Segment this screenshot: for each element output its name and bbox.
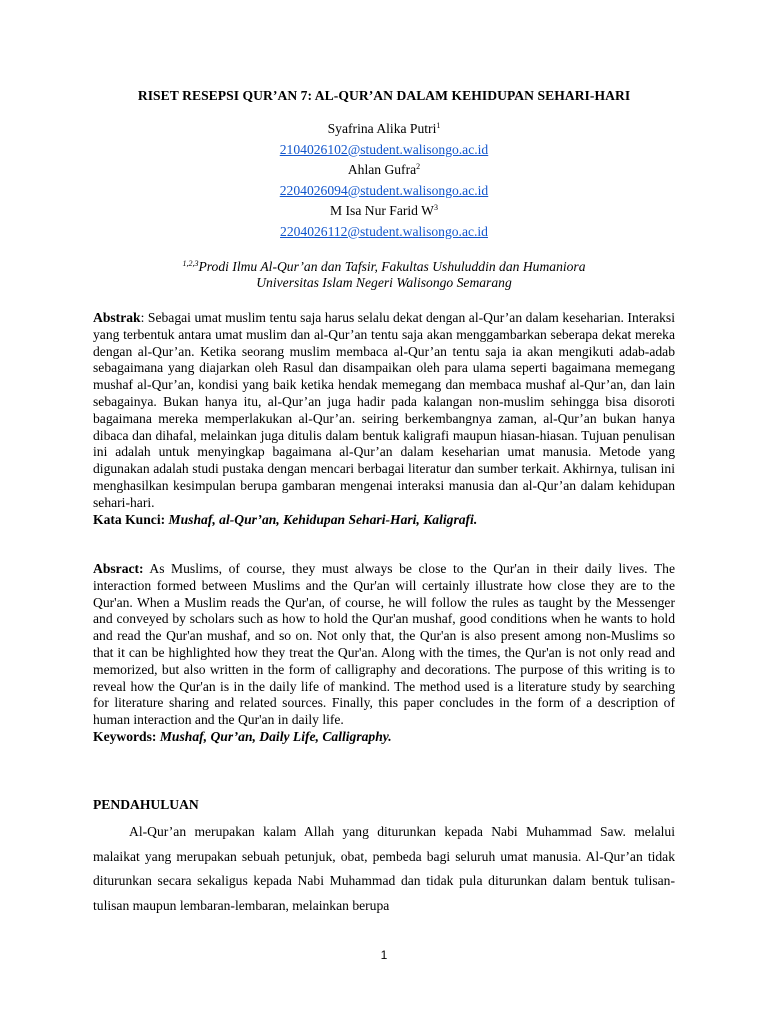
keywords-text: Mushaf, al-Qur’an, Kehidupan Sehari-Hari, Kaligrafi. [168,511,478,527]
author-email-link[interactable]: 2204026112@student.walisongo.ac.id [280,223,488,239]
abstract-indonesian [93,310,675,528]
keywords-label: Kata Kunci: [93,511,169,527]
author-sup: 1 [436,121,441,130]
abstract-text: : Sebagai umat muslim tentu saja harus selalu dekat dengan al-Qur’an dalam keseharian. Interaksi yang terbentuk antara umat muslim dan al-Qur’an tentu saja akan menggambarkan seberapa dekat mereka dengan al-Qur’an. Ketika seorang muslim membaca al-Qur’an tentu saja ia akan mengikuti adab-adab sebagaimana yang diajarkan oleh Rasul dan disampaikan oleh para ulama seperti bagaimana memegang mushaf al-Qur’an, kondisi yang baik ketika hendak memegang dan membaca mushaf al-Qur’an, dan lain sebagainya. Bukan hanya itu, al-Qur’an juga hadir pada kalangan non-muslim sehingga bisa disoroti bagaimana mereka memperlakukan al-Qur’an. seiring berkembangnya zaman, al-Qur’an bukan hanya dibaca dan dihafal, melainkan juga ditulis dalam bentuk kaligrafi maupun hiasan-hiasan. Tujuan penulisan ini adalah untuk menyingkap bagaimana al-Qur’an dalam keseharian umat manusia. Metode yang digunakan adalah studi pustaka dengan mencari berbagai literatur dan sumber terkait. Akhirnya, tulisan ini menghasilkan kesimpulan berupa gambaran mengenai interaksi manusia dan al-Qur’an dalam kehidupan sehari-hari. [93,310,675,510]
abstract-label: Abstrak [93,310,141,325]
author-email-link[interactable]: 2104026102@student.walisongo.ac.id [279,141,489,157]
affiliation-sup: 1,2,3 [182,259,199,268]
author-name: Ahlan Gufra [347,162,417,177]
author-block [93,119,675,242]
abstract-english [93,561,675,746]
affiliation-text: Prodi Ilmu Al-Qur’an dan Tafsir, Fakultas Ushuluddin dan Humaniora [198,259,586,274]
keywords-english [93,729,675,746]
abstract-text: As Muslims, of course, they must always be close to the Qur'an in their daily lives. The interaction formed between Muslims and the Qur'an will certainly illustrate how close they are to the Qur'an. When a Muslim reads the Qur'an, of course, he will follow the rules as taught by the Messenger and conveyed by scholars such as how to hold the Qur'an mushaf, good conditions when he wants to hold and read the Qur'an mushaf, and so on. Not only that, the Qur'an is also present among non-Muslims so that it can be highlighted how they treat the Qur'an. Along with the times, the Qur'an is not only read and memorized, but also written in the form of calligraphy and decorations. The purpose of this writing is to reveal how the Qur'an is in the daily life of mankind. The method used is a literature study by searching for literature sharing and related sources. Finally, this paper concludes in the form of a description of human interaction and the Qur'an in daily life. [93,561,675,728]
author-sup: 3 [433,203,438,212]
author-1 [93,119,675,140]
affiliation-line-2: Universitas Islam Negeri Walisongo Semarang [256,275,512,290]
author-name: Syafrina Alika Putri [327,121,437,136]
author-3 [93,201,675,222]
paper-title: RISET RESEPSI QUR’AN 7: AL-QUR’AN DALAM KEHIDUPAN SEHARI-HARI [137,88,631,103]
affiliation [93,259,675,291]
keywords-text: Mushaf, Qur’an, Daily Life, Calligraphy. [159,728,392,744]
page-number: 1 [380,948,388,962]
affiliation-line-1 [93,259,675,275]
author-email-link[interactable]: 2204026094@student.walisongo.ac.id [279,182,489,198]
author-name: M Isa Nur Farid W [330,203,434,218]
keywords-label: Keywords: [93,728,160,744]
abstract-label: Absract: [93,561,144,576]
section-heading: PENDAHULUAN [93,797,199,812]
author-sup: 2 [416,162,421,171]
author-2 [93,160,675,181]
intro-paragraph: Al-Qur’an merupakan kalam Allah yang diturunkan kepada Nabi Muhammad Saw. melalui malaikat yang merupakan sebuah petunjuk, obat, pembeda bagi seluruh umat manusia. Al-Qur’an tidak diturunkan secara sekaligus kepada Nabi Muhammad dan tidak pula diturunkan dalam bentuk tulisan-tulisan maupun lembaran-lembaran, melainkan berupa [93,824,675,913]
keywords-indonesian [93,512,675,529]
